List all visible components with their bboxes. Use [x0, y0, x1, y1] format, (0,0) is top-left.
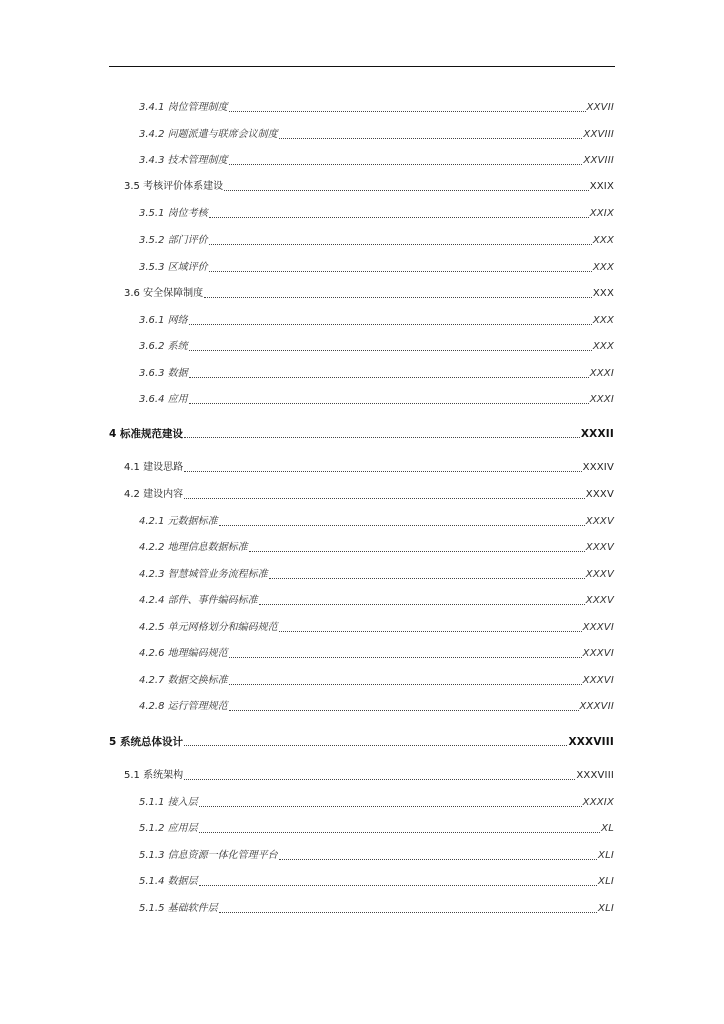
toc-dot-leader — [199, 885, 597, 886]
toc-entry[interactable] — [139, 819, 614, 835]
toc-entry[interactable] — [124, 766, 614, 782]
toc-entry-page-number: XXXVI — [582, 622, 614, 633]
toc-dot-leader — [269, 578, 585, 579]
toc-entry-page-number: XXXI — [589, 368, 614, 379]
toc-entry-page-number: XXXI — [589, 394, 614, 405]
toc-entry-title: 4.2.2 地理信息数据标准 — [139, 542, 248, 553]
toc-entry[interactable] — [139, 899, 614, 915]
toc-entry-page-number: XL — [601, 823, 614, 834]
toc-entry-title: 3.5 考核评价体系建设 — [124, 181, 224, 192]
toc-entry[interactable] — [139, 364, 614, 380]
toc-entry-title: 3.4.2 问题派遣与联席会议制度 — [139, 129, 278, 140]
toc-entry-page-number: XXXV — [585, 595, 614, 606]
toc-entry[interactable] — [124, 284, 614, 300]
toc-entry[interactable] — [139, 846, 614, 862]
toc-dot-leader — [184, 779, 575, 780]
toc-entry[interactable] — [109, 424, 614, 440]
toc-dot-leader — [184, 498, 585, 499]
toc-entry-page-number: XXVIII — [583, 155, 614, 166]
toc-entry-title: 3.5.3 区域评价 — [139, 262, 208, 273]
toc-dot-leader — [229, 111, 586, 112]
toc-entry[interactable] — [139, 390, 614, 406]
toc-entry[interactable] — [139, 258, 614, 274]
toc-entry-title: 4.1 建设思路 — [124, 462, 184, 473]
toc-entry-title: 3.5.2 部门评价 — [139, 235, 208, 246]
toc-dot-leader — [259, 604, 585, 605]
toc-entry-page-number: XXXVI — [582, 675, 614, 686]
toc-entry-title: 5.1.4 数据层 — [139, 876, 198, 887]
toc-dot-leader — [229, 164, 583, 165]
toc-dot-leader — [219, 912, 597, 913]
toc-dot-leader — [189, 350, 592, 351]
toc-entry-title: 4.2.7 数据交换标准 — [139, 675, 228, 686]
toc-entry[interactable] — [139, 565, 614, 581]
toc-entry-page-number: XLI — [598, 876, 614, 887]
toc-entry-title: 3.6 安全保障制度 — [124, 288, 204, 299]
toc-dot-leader — [189, 403, 589, 404]
toc-dot-leader — [229, 684, 582, 685]
toc-entry-title: 3.5.1 岗位考核 — [139, 208, 208, 219]
toc-entry-title: 4 标准规范建设 — [109, 428, 183, 440]
toc-entry-page-number: XXXVII — [579, 701, 614, 712]
toc-entry-title: 3.4.3 技术管理制度 — [139, 155, 228, 166]
toc-dot-leader — [279, 631, 582, 632]
toc-entry[interactable] — [124, 458, 614, 474]
toc-entry-title: 5.1.2 应用层 — [139, 823, 198, 834]
toc-entry-title: 3.6.2 系统 — [139, 341, 188, 352]
toc-entry-page-number: XXXVIII — [576, 770, 614, 781]
toc-entry-title: 4.2.8 运行管理规范 — [139, 701, 228, 712]
toc-entry-title: 4.2.6 地理编码规范 — [139, 648, 228, 659]
toc-entry[interactable] — [139, 125, 614, 141]
toc-entry-page-number: XXXV — [585, 489, 614, 500]
toc-entry-page-number: XXIX — [589, 181, 614, 192]
toc-entry[interactable] — [109, 732, 614, 748]
toc-entry[interactable] — [139, 151, 614, 167]
toc-entry-title: 5.1 系统架构 — [124, 770, 184, 781]
toc-entry-title: 4.2.3 智慧城管业务流程标准 — [139, 569, 268, 580]
toc-dot-leader — [199, 832, 601, 833]
toc-entry-page-number: XXX — [592, 262, 614, 273]
toc-entry[interactable] — [124, 177, 614, 193]
toc-entry-title: 4.2.1 元数据标准 — [139, 516, 218, 527]
toc-entry[interactable] — [139, 671, 614, 687]
toc-entry-title: 5.1.5 基础软件层 — [139, 903, 218, 914]
toc-dot-leader — [189, 324, 592, 325]
toc-entry-page-number: XXXV — [585, 569, 614, 580]
toc-entry-title: 5.1.3 信息资源一体化管理平台 — [139, 850, 278, 861]
toc-dot-leader — [209, 217, 589, 218]
toc-entry[interactable] — [139, 231, 614, 247]
toc-entry[interactable] — [124, 485, 614, 501]
toc-entry-title: 5.1.1 接入层 — [139, 797, 198, 808]
toc-dot-leader — [189, 377, 589, 378]
toc-entry-page-number: XLI — [598, 903, 614, 914]
toc-dot-leader — [209, 271, 592, 272]
toc-entry-page-number: XXXVIII — [568, 736, 614, 748]
toc-entry[interactable] — [139, 538, 614, 554]
toc-dot-leader — [184, 437, 580, 438]
toc-entry-page-number: XXXII — [580, 428, 614, 440]
toc-entry-title: 4.2 建设内容 — [124, 489, 184, 500]
toc-entry-page-number: XXIX — [589, 208, 614, 219]
toc-entry-page-number: XXX — [592, 288, 614, 299]
toc-entry[interactable] — [139, 644, 614, 660]
toc-entry[interactable] — [139, 793, 614, 809]
toc-entry[interactable] — [139, 311, 614, 327]
toc-entry-page-number: XLI — [598, 850, 614, 861]
toc-entry-title: 5 系统总体设计 — [109, 736, 183, 748]
toc-entry-title: 4.2.4 部件、事件编码标准 — [139, 595, 258, 606]
toc-entry-page-number: XXXIX — [582, 797, 614, 808]
toc-entry-page-number: XXXV — [585, 516, 614, 527]
toc-entry-page-number: XXXIV — [582, 462, 614, 473]
toc-entry-page-number: XXXV — [585, 542, 614, 553]
toc-entry[interactable] — [139, 204, 614, 220]
toc-entry[interactable] — [139, 98, 614, 114]
toc-entry-page-number: XXVIII — [583, 129, 614, 140]
toc-dot-leader — [224, 190, 589, 191]
toc-entry-title: 4.2.5 单元网格划分和编码规范 — [139, 622, 278, 633]
toc-entry-page-number: XXVII — [586, 102, 614, 113]
toc-entry[interactable] — [139, 337, 614, 353]
toc-dot-leader — [279, 859, 597, 860]
toc-dot-leader — [229, 710, 579, 711]
toc-dot-leader — [184, 745, 567, 746]
toc-dot-leader — [279, 138, 583, 139]
toc-entry-page-number: XXXVI — [582, 648, 614, 659]
toc-entry-title: 3.6.3 数据 — [139, 368, 188, 379]
toc-dot-leader — [219, 525, 585, 526]
toc-entry-page-number: XXX — [592, 235, 614, 246]
toc-dot-leader — [184, 471, 582, 472]
toc-entry[interactable] — [139, 872, 614, 888]
toc-dot-leader — [209, 244, 592, 245]
toc-dot-leader — [199, 806, 582, 807]
toc-entry[interactable] — [139, 618, 614, 634]
toc-dot-leader — [204, 297, 592, 298]
toc-entry-page-number: XXX — [592, 341, 614, 352]
toc-entry[interactable] — [139, 697, 614, 713]
toc-entry[interactable] — [139, 512, 614, 528]
toc-entry-title: 3.6.1 网络 — [139, 315, 188, 326]
toc-dot-leader — [229, 657, 582, 658]
toc-entry-title: 3.4.1 岗位管理制度 — [139, 102, 228, 113]
toc-entry[interactable] — [139, 591, 614, 607]
toc-dot-leader — [249, 551, 585, 552]
toc-entry-page-number: XXX — [592, 315, 614, 326]
toc-entry-title: 3.6.4 应用 — [139, 394, 188, 405]
